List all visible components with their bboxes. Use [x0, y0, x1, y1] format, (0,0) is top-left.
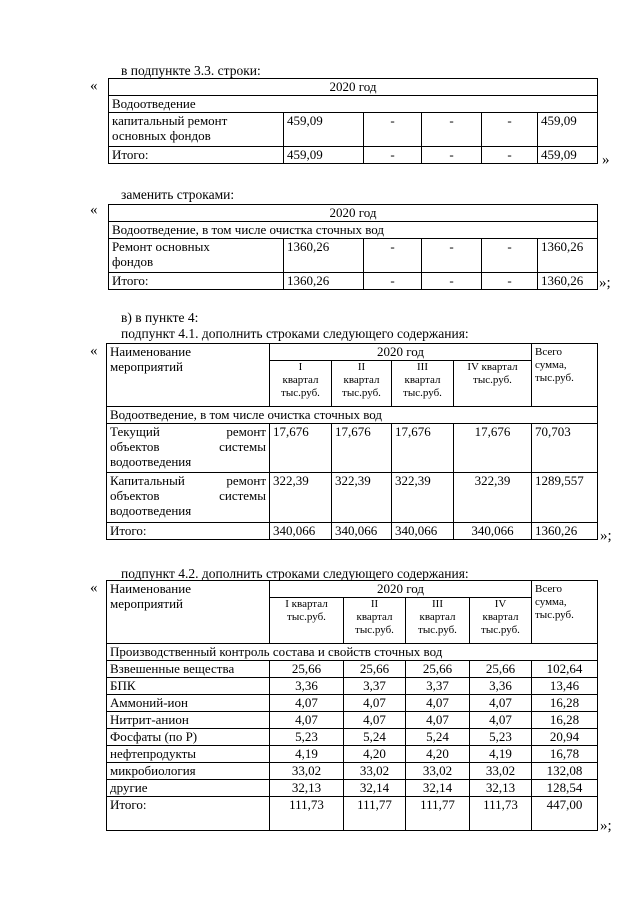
- table-row: [107, 746, 598, 763]
- table-sewerage-new: [108, 204, 598, 290]
- table-row: [107, 661, 598, 678]
- section2-intro: заменить строками:: [121, 187, 235, 202]
- value-cell: 16,28: [532, 695, 598, 712]
- close-quote: »;: [600, 528, 612, 544]
- value-cell: 1360,26: [532, 523, 598, 540]
- table-row: [107, 695, 598, 712]
- year-header: 2020 год: [109, 79, 598, 96]
- table-sewerage-old: [108, 78, 598, 164]
- quarter-header: I квартал тыс.руб.: [270, 361, 332, 407]
- quarter-header: III квартал тыс.руб.: [392, 361, 454, 407]
- value-cell: 447,00: [532, 797, 598, 831]
- row-name: нефтепродукты: [107, 746, 270, 763]
- value-cell: 4,07: [470, 712, 532, 729]
- value-cell: -: [422, 113, 482, 147]
- value-cell: 5,24: [406, 729, 470, 746]
- row-name: Взвешенные вещества: [107, 661, 270, 678]
- open-quote: «: [90, 343, 98, 359]
- value-cell: 111,77: [344, 797, 406, 831]
- value-cell: 128,54: [532, 780, 598, 797]
- open-quote: «: [90, 202, 98, 218]
- value-cell: 33,02: [270, 763, 344, 780]
- value-cell: 16,28: [532, 712, 598, 729]
- value-cell: 1360,26: [284, 239, 364, 273]
- table-row: [107, 763, 598, 780]
- value-cell: 16,78: [532, 746, 598, 763]
- row-name: микробиология: [107, 763, 270, 780]
- value-cell: 4,19: [270, 746, 344, 763]
- quarter-header: II квартал тыс.руб.: [332, 361, 392, 407]
- quarter-header: I квартал тыс.руб.: [270, 598, 344, 644]
- name-header: Наименование мероприятий: [107, 344, 270, 407]
- value-cell: 340,066: [454, 523, 532, 540]
- value-cell: 17,676: [454, 424, 532, 473]
- value-cell: 3,36: [270, 678, 344, 695]
- value-cell: 459,09: [284, 113, 364, 147]
- row-name: капитальный ремонт основных фондов: [109, 113, 284, 147]
- close-quote: »;: [599, 275, 611, 291]
- table-row: [107, 729, 598, 746]
- quarter-header: II квартал тыс.руб.: [344, 598, 406, 644]
- row-name: Ремонт основных фондов: [109, 239, 284, 273]
- value-cell: 33,02: [344, 763, 406, 780]
- quarter-header: IV квартал тыс.руб.: [470, 598, 532, 644]
- total-header: Всего сумма, тыс.руб.: [532, 581, 598, 644]
- table-row: [107, 712, 598, 729]
- value-cell: -: [482, 147, 538, 164]
- value-cell: 5,23: [470, 729, 532, 746]
- table-41: [106, 343, 598, 540]
- value-cell: 459,09: [538, 147, 598, 164]
- section-row: Производственный контроль состава и свойств сточных вод: [107, 644, 598, 661]
- value-cell: 17,676: [332, 424, 392, 473]
- value-cell: -: [482, 273, 538, 290]
- row-name: Капитальный ремонт объектов системы водоотведения: [107, 473, 270, 523]
- value-cell: 111,73: [270, 797, 344, 831]
- section1-intro: в подпункте 3.3. строки:: [121, 63, 261, 78]
- value-cell: 4,07: [270, 712, 344, 729]
- table-row: [109, 273, 598, 290]
- quarter-header: IV квартал тыс.руб.: [454, 361, 532, 407]
- value-cell: 1360,26: [538, 239, 598, 273]
- row-name: другие: [107, 780, 270, 797]
- value-cell: 4,07: [270, 695, 344, 712]
- table-row: [109, 147, 598, 164]
- year-header: 2020 год: [270, 581, 532, 598]
- year-header: 2020 год: [109, 205, 598, 222]
- row-name: Итого:: [109, 273, 284, 290]
- value-cell: 32,14: [344, 780, 406, 797]
- table-row: [109, 113, 598, 147]
- table-row: [107, 473, 598, 523]
- value-cell: 1360,26: [284, 273, 364, 290]
- open-quote: «: [90, 78, 98, 94]
- table-row: [107, 797, 598, 831]
- row-name: Итого:: [109, 147, 284, 164]
- row-name: Фосфаты (по Р): [107, 729, 270, 746]
- value-cell: 340,066: [392, 523, 454, 540]
- value-cell: 4,20: [406, 746, 470, 763]
- value-cell: 340,066: [332, 523, 392, 540]
- row-name: Аммоний-ион: [107, 695, 270, 712]
- close-quote: »: [602, 152, 610, 168]
- value-cell: 5,24: [344, 729, 406, 746]
- value-cell: 25,66: [406, 661, 470, 678]
- name-header: Наименование мероприятий: [107, 581, 270, 644]
- value-cell: -: [422, 147, 482, 164]
- row-name: Нитрит-анион: [107, 712, 270, 729]
- value-cell: 32,13: [270, 780, 344, 797]
- section3-subintro: подпункт 4.1. дополнить строками следующего содержания:: [121, 326, 469, 341]
- value-cell: -: [482, 113, 538, 147]
- value-cell: 3,36: [470, 678, 532, 695]
- row-name: БПК: [107, 678, 270, 695]
- value-cell: 4,07: [344, 712, 406, 729]
- value-cell: 3,37: [406, 678, 470, 695]
- value-cell: 1360,26: [538, 273, 598, 290]
- value-cell: 322,39: [270, 473, 332, 523]
- value-cell: 70,703: [532, 424, 598, 473]
- table-row: [107, 678, 598, 695]
- value-cell: -: [364, 113, 422, 147]
- value-cell: 13,46: [532, 678, 598, 695]
- quarter-header: III квартал тыс.руб.: [406, 598, 470, 644]
- section3-intro: в) в пункте 4:: [121, 310, 199, 325]
- value-cell: -: [364, 273, 422, 290]
- value-cell: -: [422, 239, 482, 273]
- value-cell: 20,94: [532, 729, 598, 746]
- value-cell: 33,02: [470, 763, 532, 780]
- value-cell: 102,64: [532, 661, 598, 678]
- section4-intro: подпункт 4.2. дополнить строками следующего содержания:: [121, 566, 469, 581]
- value-cell: 25,66: [270, 661, 344, 678]
- value-cell: 33,02: [406, 763, 470, 780]
- open-quote: «: [90, 580, 98, 596]
- value-cell: 4,07: [470, 695, 532, 712]
- value-cell: 132,08: [532, 763, 598, 780]
- value-cell: 3,37: [344, 678, 406, 695]
- year-header: 2020 год: [270, 344, 532, 361]
- value-cell: -: [364, 239, 422, 273]
- value-cell: 111,73: [470, 797, 532, 831]
- table-row: [107, 523, 598, 540]
- value-cell: 32,13: [470, 780, 532, 797]
- value-cell: 25,66: [344, 661, 406, 678]
- value-cell: 1289,557: [532, 473, 598, 523]
- value-cell: 459,09: [284, 147, 364, 164]
- value-cell: 322,39: [332, 473, 392, 523]
- section-row: Водоотведение: [109, 96, 598, 113]
- table-42: [106, 580, 598, 831]
- section-row: Водоотведение, в том числе очистка сточных вод: [109, 222, 598, 239]
- value-cell: 17,676: [270, 424, 332, 473]
- value-cell: 25,66: [470, 661, 532, 678]
- total-header: Всего сумма, тыс.руб.: [532, 344, 598, 407]
- value-cell: 4,07: [344, 695, 406, 712]
- value-cell: 111,77: [406, 797, 470, 831]
- value-cell: 459,09: [538, 113, 598, 147]
- value-cell: 5,23: [270, 729, 344, 746]
- table-row: [109, 239, 598, 273]
- row-name: Итого:: [107, 523, 270, 540]
- row-name: Текущий ремонт объектов системы водоотведения: [107, 424, 270, 473]
- value-cell: -: [482, 239, 538, 273]
- row-name: Итого:: [107, 797, 270, 831]
- table-row: [107, 424, 598, 473]
- value-cell: 4,19: [470, 746, 532, 763]
- value-cell: 17,676: [392, 424, 454, 473]
- close-quote: »;: [600, 818, 612, 834]
- value-cell: 32,14: [406, 780, 470, 797]
- value-cell: 4,07: [406, 712, 470, 729]
- value-cell: 340,066: [270, 523, 332, 540]
- value-cell: 4,07: [406, 695, 470, 712]
- value-cell: -: [364, 147, 422, 164]
- value-cell: 322,39: [454, 473, 532, 523]
- value-cell: -: [422, 273, 482, 290]
- value-cell: 322,39: [392, 473, 454, 523]
- table-row: [107, 780, 598, 797]
- section-row: Водоотведение, в том числе очистка сточных вод: [107, 407, 598, 424]
- value-cell: 4,20: [344, 746, 406, 763]
